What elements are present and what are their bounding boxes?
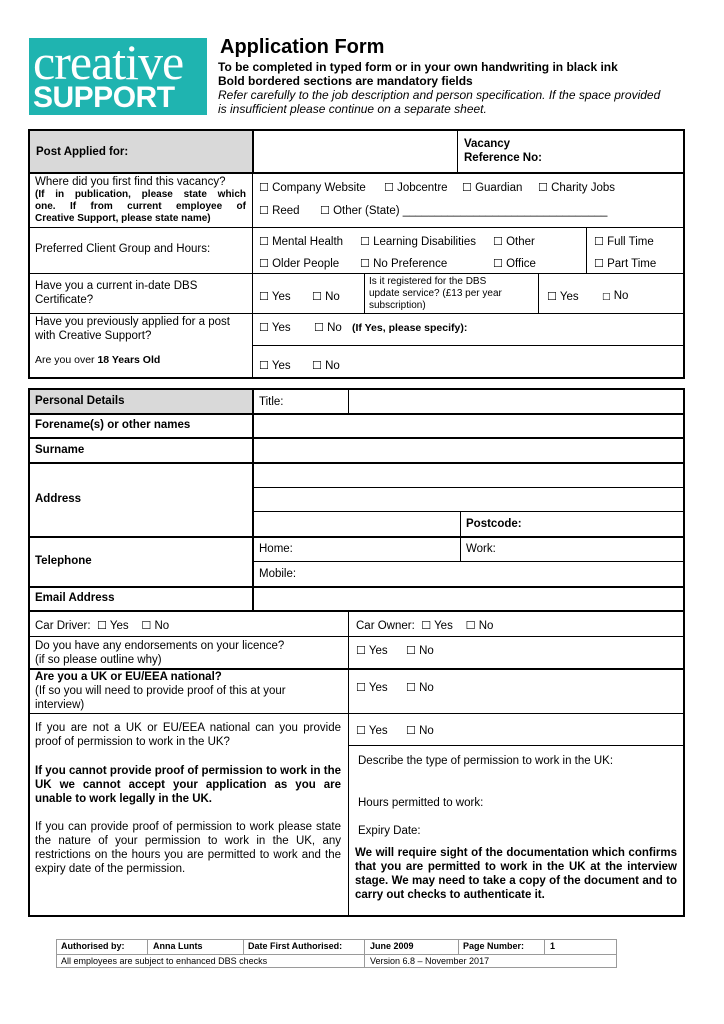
home-phone-label: Home: (259, 543, 293, 555)
option-no-preference[interactable]: ☐ No Preference (360, 257, 448, 270)
option-part-time[interactable]: ☐ Part Time (594, 257, 657, 270)
checkbox-icon: ☐ (356, 681, 366, 694)
title-field[interactable] (350, 390, 683, 412)
checkbox-icon: ☐ (259, 235, 269, 248)
checkbox-icon[interactable]: ☐ (465, 619, 476, 632)
checkbox-icon: ☐ (259, 181, 269, 194)
over-18-yes[interactable]: ☐ Yes (259, 359, 291, 372)
checkbox-icon[interactable]: ☐ (141, 619, 152, 632)
dbs-question-2: Certificate? (35, 294, 94, 306)
checkbox-icon: ☐ (360, 235, 370, 248)
car-driver-row: Car Driver: ☐ Yes ☐ No (35, 619, 170, 632)
checkbox-icon[interactable]: ☐ (421, 619, 432, 632)
checkbox-icon: ☐ (259, 204, 269, 217)
endorsements-yes[interactable]: ☐ Yes (356, 644, 388, 657)
checkbox-icon: ☐ (259, 290, 269, 303)
dbs-update-question-1: Is it registered for the DBS (369, 276, 487, 287)
email-field[interactable] (254, 588, 683, 609)
checkbox-icon[interactable]: ☐ (96, 619, 107, 632)
authorised-by-value: Anna Lunts (153, 941, 203, 951)
permission-no[interactable]: ☐ No (406, 724, 434, 737)
option-other-group[interactable]: ☐ Other (493, 235, 535, 248)
hours-permitted-label: Hours permitted to work: (358, 797, 484, 809)
expiry-date-label: Expiry Date: (358, 825, 421, 837)
checkbox-icon: ☐ (360, 257, 370, 270)
option-guardian[interactable]: ☐ Guardian (462, 181, 523, 194)
checkbox-icon: ☐ (462, 181, 472, 194)
checkbox-icon: ☐ (314, 321, 324, 334)
vacancy-reference-field[interactable] (548, 131, 682, 171)
forenames-label: Forename(s) or other names (35, 419, 191, 431)
option-other-state[interactable]: ☐ Other (State) ________________________________ (320, 204, 608, 217)
address-line-1[interactable] (254, 464, 683, 486)
checkbox-icon: ☐ (547, 290, 557, 303)
address-line-3[interactable] (254, 513, 459, 535)
checkbox-icon: □ (602, 292, 611, 302)
uk-national-note-2: interview) (35, 699, 85, 711)
instruction-1: To be completed in typed form or in your own handwriting in black ink (218, 60, 618, 74)
checkbox-icon: ☐ (493, 257, 503, 270)
checkbox-icon: ☐ (406, 644, 416, 657)
option-reed[interactable]: ☐ Reed (259, 204, 300, 217)
checkbox-icon: ☐ (493, 235, 503, 248)
endorsements-question-1: Do you have any endorsements on your licence? (35, 640, 285, 652)
checkbox-icon: ☐ (406, 724, 416, 737)
vacancy-label-1: Vacancy (464, 138, 511, 150)
checkbox-icon: ☐ (594, 235, 604, 248)
dbs-update-yes[interactable]: ☐ Yes (547, 290, 579, 303)
vacancy-label-2: Reference No: (464, 152, 542, 164)
checkbox-icon: ☐ (538, 181, 548, 194)
authorised-by-label: Authorised by: (61, 941, 125, 951)
checkbox-icon: ☐ (384, 181, 394, 194)
checkbox-icon: ☐ (406, 681, 416, 694)
option-older-people[interactable]: ☐ Older People (259, 257, 340, 270)
personal-details-heading: Personal Details (35, 395, 125, 407)
uk-national-note-1: (If so you will need to provide proof of this at your (35, 685, 286, 697)
endorsements-question-2: (if so please outline why) (35, 654, 162, 666)
find-vacancy-note-1: (If in publication, please state which (35, 189, 246, 200)
form-title: Application Form (220, 36, 385, 58)
applied-before-specify: (If Yes, please specify): (352, 322, 468, 334)
endorsements-no[interactable]: ☐ No (406, 644, 434, 657)
date-authorised-value: June 2009 (370, 941, 414, 951)
client-group-question: Preferred Client Group and Hours: (35, 243, 211, 255)
instruction-2: Bold bordered sections are mandatory fields (218, 74, 473, 88)
dbs-no[interactable]: ☐ No (312, 290, 340, 303)
option-charity-jobs[interactable]: ☐ Charity Jobs (538, 181, 615, 194)
instruction-4: is insufficient please continue on a separate sheet. (218, 102, 487, 116)
creative-support-logo (29, 38, 207, 115)
dbs-checks-note: All employees are subject to enhanced DBS checks (61, 956, 268, 966)
option-learning-disabilities[interactable]: ☐ Learning Disabilities (360, 235, 476, 248)
page-number-label: Page Number: (463, 941, 525, 951)
applied-before-no[interactable]: ☐ No (314, 321, 342, 334)
date-authorised-label: Date First Authorised: (248, 941, 343, 951)
checkbox-icon: ☐ (259, 359, 269, 372)
dbs-yes[interactable]: ☐ Yes (259, 290, 291, 303)
post-applied-label: Post Applied for: (36, 146, 129, 158)
surname-field[interactable] (254, 439, 683, 461)
checkbox-icon: ☐ (594, 257, 604, 270)
find-vacancy-note-2: one. If from current employee of (35, 201, 246, 212)
mobile-phone-label: Mobile: (259, 568, 297, 580)
checkbox-icon: ☐ (356, 644, 366, 657)
checkbox-icon: ☐ (312, 359, 322, 372)
logo-line-1: creative (33, 38, 184, 90)
checkbox-icon: ☐ (259, 321, 269, 334)
option-mental-health[interactable]: ☐ Mental Health (259, 235, 344, 248)
over-18-question: Are you over 18 Years Old (35, 354, 161, 366)
find-vacancy-note-3: Creative Support, please state name) (35, 213, 211, 224)
cannot-prove-warning: If you cannot provide proof of permission to work in the UK we cannot accept your application as you are unable to work legally in the UK. (35, 765, 341, 805)
applied-before-question-1: Have you previously applied for a post (35, 316, 230, 328)
checkbox-icon: ☐ (356, 724, 366, 737)
find-vacancy-question: Where did you first find this vacancy? (35, 176, 226, 188)
page-number-value: 1 (550, 941, 556, 951)
documentation-notice: We will require sight of the documentation which confirms that you are permitted to work in the UK at the interview stage. We may need to take a copy of the document and to carry out checks to authenticate it. (355, 847, 677, 901)
version-note: Version 6.8 – November 2017 (370, 956, 490, 966)
title-label: Title: (259, 396, 284, 408)
applied-before-question-2: with Creative Support? (35, 330, 152, 342)
dbs-update-no[interactable]: □ No (602, 290, 629, 302)
work-phone-label: Work: (466, 543, 496, 555)
applied-before-yes[interactable]: ☐ Yes (259, 321, 291, 334)
instruction-3: Refer carefully to the job description and person specification. If the space provided (218, 88, 661, 102)
option-company-website[interactable]: ☐ Company Website (259, 181, 366, 194)
uk-national-yes[interactable]: ☐ Yes (356, 681, 388, 694)
surname-label: Surname (35, 444, 85, 456)
dbs-question-1: Have you a current in-date DBS (35, 280, 198, 292)
forenames-field[interactable] (254, 415, 683, 436)
checkbox-icon: ☐ (259, 257, 269, 270)
permission-question: If you are not a UK or EU/EEA national can you provide proof of permission to work in the UK? (35, 722, 341, 748)
can-prove-instructions: If you can provide proof of permission to work please state the nature of your permission to work in the UK, any restrictions on the hours you are permitted to work and the expiry date of the permission. (35, 821, 341, 875)
post-applied-field[interactable] (253, 131, 456, 171)
describe-permission-label: Describe the type of permission to work in the UK: (358, 755, 614, 767)
uk-national-question: Are you a UK or EU/EEA national? (35, 671, 222, 683)
uk-national-no[interactable]: ☐ No (406, 681, 434, 694)
option-office[interactable]: ☐ Office (493, 257, 536, 270)
checkbox-icon: ☐ (320, 204, 330, 217)
postcode-label: Postcode: (466, 518, 522, 530)
option-full-time[interactable]: ☐ Full Time (594, 235, 654, 248)
dbs-update-question-2: update service? (£13 per year (369, 288, 502, 299)
email-label: Email Address (35, 592, 115, 604)
over-18-no[interactable]: ☐ No (312, 359, 340, 372)
dbs-update-question-3: subscription) (369, 300, 426, 311)
option-jobcentre[interactable]: ☐ Jobcentre (384, 181, 448, 194)
permission-yes[interactable]: ☐ Yes (356, 724, 388, 737)
telephone-label: Telephone (35, 555, 92, 567)
logo-line-2: SUPPORT (33, 81, 175, 114)
car-owner-row: Car Owner: ☐ Yes ☐ No (356, 619, 494, 632)
address-line-2[interactable] (254, 489, 683, 510)
address-label: Address (35, 493, 82, 505)
checkbox-icon: ☐ (312, 290, 322, 303)
